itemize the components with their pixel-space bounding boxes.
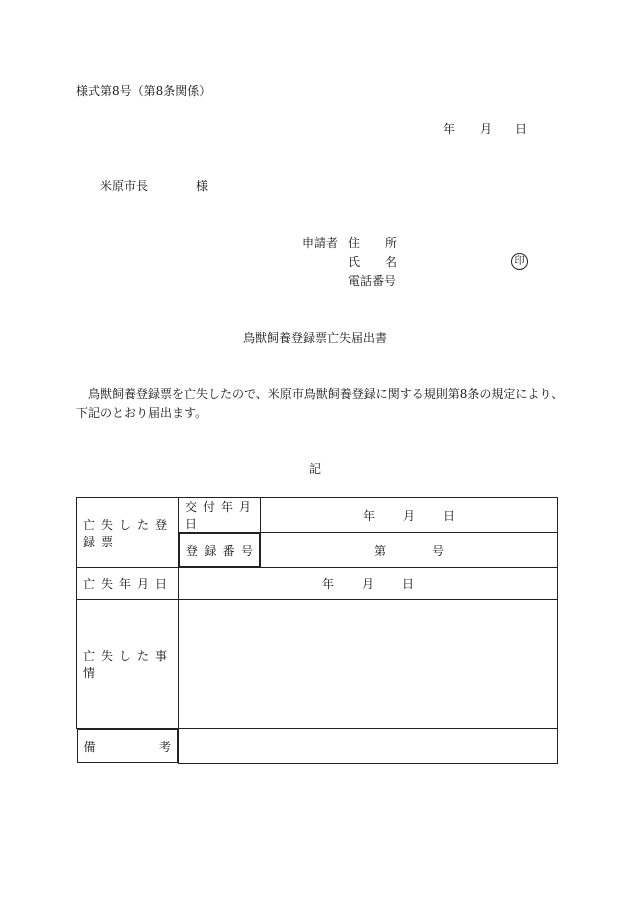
lost-date-label: 亡失年月日: [77, 568, 179, 600]
circumstances-field[interactable]: [179, 600, 558, 729]
month-label: 月: [480, 122, 493, 136]
name-label-1: 氏: [348, 255, 361, 269]
table-row: [77, 729, 558, 764]
ki-heading: 記: [308, 462, 321, 476]
year-label: 年: [443, 122, 456, 136]
circumstances-label: 亡失した事情: [77, 600, 179, 729]
lost-card-table: [76, 497, 558, 764]
document-title: 鳥獣飼養登録票亡失届出書: [242, 331, 387, 345]
issue-date-value[interactable]: 年 月 日: [261, 498, 558, 533]
table-row: [77, 600, 558, 729]
reg-number-label: 登 録 番 号: [179, 533, 260, 567]
issue-date-label: 交付年月日: [179, 498, 261, 533]
table-row: [77, 568, 558, 600]
day-label: 日: [515, 122, 528, 136]
body-line-1: 鳥獣飼養登録票を亡失したので、米原市鳥獣飼養登録に関する規則第8条の規定により、: [88, 387, 564, 401]
remarks-label: 備 考: [77, 729, 179, 763]
addressee-name: 米原市長: [100, 179, 149, 193]
lost-card-header: 亡失した登録票: [77, 498, 179, 568]
name-label-2: 名: [385, 255, 398, 269]
addressee-honorific: 様: [196, 179, 209, 193]
reg-number-value[interactable]: 第 号: [261, 533, 558, 568]
applicant-label: 申請者: [302, 236, 339, 250]
lost-date-value[interactable]: 年 月 日: [179, 568, 558, 600]
body-line-2: 下記のとおり届出ます。: [76, 406, 208, 420]
remarks-field[interactable]: [179, 729, 558, 764]
table-row: [77, 498, 558, 533]
phone-label: 電話番号: [348, 274, 397, 288]
address-label-2: 所: [385, 236, 398, 250]
address-label-1: 住: [348, 236, 361, 250]
form-number-label: 様式第8号（第8条関係）: [76, 84, 212, 98]
seal-mark: 印: [511, 253, 528, 270]
